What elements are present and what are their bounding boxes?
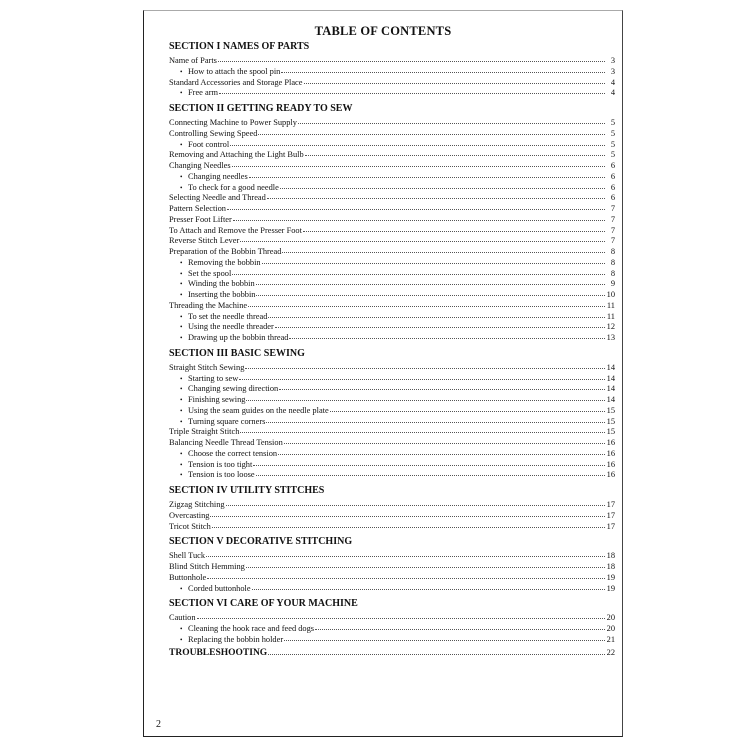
- bullet-icon: •: [180, 406, 183, 415]
- dot-leader: [304, 76, 606, 84]
- entry-page-number: 16: [606, 448, 615, 458]
- entry-page-number: 16: [606, 470, 615, 480]
- entry-label: Changing Needles: [169, 161, 231, 170]
- entry-page-number: 11: [606, 311, 615, 321]
- bullet-icon: •: [180, 374, 183, 383]
- entry-page-number: 5: [610, 139, 615, 149]
- entry-page-number: 18: [606, 562, 615, 571]
- dot-leader: [256, 468, 605, 476]
- dot-leader: [268, 310, 605, 318]
- dot-leader: [245, 361, 605, 369]
- dot-leader: [232, 159, 605, 167]
- bullet-icon: •: [180, 67, 183, 76]
- entry-label: Free arm: [188, 88, 218, 98]
- entry-label: Threading the Machine: [169, 300, 248, 310]
- entry-label: Buttonhole: [169, 572, 207, 582]
- entry-page-number: 5: [610, 150, 615, 160]
- entry-page-number: 13: [606, 333, 615, 342]
- dot-leader: [233, 213, 605, 221]
- entry-page-number: 20: [606, 613, 615, 623]
- entry-page-number: 5: [610, 128, 615, 138]
- entry-page-number: 17: [606, 521, 615, 531]
- entry-page-number: 8: [610, 247, 615, 256]
- dot-leader: [284, 633, 605, 641]
- entry-page-number: 19: [606, 572, 615, 582]
- dot-leader: [330, 404, 605, 412]
- dot-leader: [210, 509, 605, 517]
- dot-leader: [197, 611, 605, 619]
- bullet-icon: •: [180, 417, 183, 426]
- entry-label: Drawing up the bobbin thread: [188, 333, 289, 342]
- entry-page-number: 6: [610, 171, 615, 181]
- bullet-icon: •: [180, 625, 183, 633]
- bullet-icon: •: [180, 323, 183, 332]
- entry-label: Shell Tuck: [169, 551, 206, 561]
- entry-label: To Attach and Remove the Presser Foot: [169, 225, 302, 235]
- entry-page-number: 15: [606, 416, 615, 426]
- page-number: 2: [156, 719, 161, 730]
- toc-subentry: [169, 332, 615, 343]
- dot-leader: [248, 299, 605, 307]
- bullet-icon: •: [180, 396, 183, 404]
- bullet-icon: •: [180, 258, 183, 267]
- entry-label: Tension is too loose: [188, 470, 255, 480]
- entry-page-number: 14: [606, 395, 615, 404]
- bullet-icon: •: [180, 280, 183, 289]
- dot-leader: [298, 116, 605, 124]
- entry-page-number: 17: [606, 510, 615, 520]
- bullet-icon: •: [180, 635, 183, 644]
- page-title: TABLE OF CONTENTS: [314, 24, 452, 38]
- entry-label: Selecting Needle and Thread: [169, 193, 266, 203]
- entry-label: Removing the bobbin: [188, 257, 261, 267]
- bullet-icon: •: [180, 291, 183, 299]
- entry-label: Changing sewing direction: [188, 384, 279, 394]
- entry-label: Finishing sewing: [188, 395, 246, 404]
- bullet-icon: •: [180, 449, 183, 458]
- entry-page-number: 9: [610, 279, 615, 289]
- bullet-icon: •: [180, 172, 183, 181]
- entry-page-number: 16: [606, 459, 615, 469]
- entry-label: Replacing the bobbin holder: [188, 634, 284, 644]
- manual-page: [143, 10, 623, 737]
- entry-label: Changing needles: [188, 171, 248, 181]
- troubleshooting-page-number: 22: [606, 647, 615, 657]
- dot-leader: [305, 148, 605, 156]
- entry-page-number: 3: [610, 66, 615, 76]
- entry-label: Triple Straight Stitch: [169, 427, 240, 437]
- dot-leader: [256, 277, 605, 285]
- table-of-contents: [169, 40, 615, 659]
- dot-leader: [279, 382, 605, 390]
- bullet-icon: •: [180, 385, 183, 394]
- entry-label: Blind Stitch Hemming: [169, 562, 245, 571]
- entry-label: Straight Stitch Sewing: [169, 362, 245, 372]
- entry-page-number: 8: [610, 268, 615, 278]
- dot-leader: [280, 181, 605, 189]
- section-heading: SECTION III BASIC SEWING: [169, 347, 305, 359]
- dot-leader: [249, 170, 605, 178]
- entry-page-number: 14: [606, 373, 615, 383]
- bullet-icon: •: [180, 334, 183, 342]
- entry-page-number: 14: [606, 384, 615, 394]
- dot-leader: [232, 267, 605, 275]
- dot-leader: [256, 288, 605, 296]
- entry-label: Removing and Attaching the Light Bulb: [169, 150, 304, 160]
- dot-leader: [278, 447, 605, 455]
- entry-page-number: 10: [606, 290, 615, 299]
- toc-subentry: [169, 634, 615, 645]
- bullet-icon: •: [180, 183, 183, 192]
- dot-leader: [284, 436, 605, 444]
- dot-leader: [206, 549, 605, 557]
- bullet-icon: •: [180, 312, 183, 321]
- dot-leader: [218, 54, 605, 62]
- entry-label: Controlling Sewing Speed: [169, 128, 258, 138]
- dot-leader: [303, 224, 605, 232]
- entry-label: Connecting Machine to Power Supply: [169, 118, 297, 127]
- entry-label: Presser Foot Lifter: [169, 214, 232, 224]
- entry-label: Starting to sew: [188, 373, 239, 383]
- entry-label: Caution: [169, 613, 196, 623]
- entry-page-number: 21: [606, 634, 615, 644]
- dot-leader: [212, 520, 605, 528]
- entry-page-number: 20: [606, 624, 615, 633]
- entry-page-number: 14: [606, 362, 615, 372]
- entry-page-number: 8: [610, 257, 615, 267]
- entry-label: Winding the bobbin: [188, 279, 255, 289]
- entry-label: To set the needle thread: [188, 311, 268, 321]
- entry-label: Balancing Needle Thread Tension: [169, 438, 283, 447]
- entry-label: Set the spool: [188, 268, 232, 278]
- section-heading: SECTION II GETTING READY TO SEW: [169, 103, 353, 114]
- bullet-icon: •: [180, 89, 183, 98]
- bullet-icon: •: [180, 460, 183, 469]
- entry-page-number: 4: [610, 77, 615, 87]
- troubleshooting-label: TROUBLESHOOTING: [169, 647, 268, 658]
- bullet-icon: •: [180, 471, 183, 480]
- entry-label: Name of Parts: [169, 56, 217, 65]
- bullet-icon: •: [180, 140, 183, 149]
- entry-label: Preparation of the Bobbin Thread: [169, 247, 282, 256]
- dot-leader: [246, 393, 605, 401]
- entry-page-number: 11: [606, 300, 615, 310]
- toc-entry: [169, 521, 615, 532]
- dot-leader: [289, 331, 605, 339]
- entry-label: Inserting the bobbin: [188, 290, 256, 299]
- entry-page-number: 15: [606, 405, 615, 415]
- entry-page-number: 18: [606, 551, 615, 561]
- entry-label: Using the seam guides on the needle plate: [188, 405, 329, 415]
- entry-label: Pattern Selection: [169, 204, 226, 213]
- toc-subentry: [169, 87, 615, 98]
- dot-leader: [275, 320, 605, 328]
- section-heading: SECTION I NAMES OF PARTS: [169, 41, 310, 52]
- dot-leader: [207, 571, 605, 579]
- entry-page-number: 7: [610, 225, 615, 235]
- entry-label: Standard Accessories and Storage Place: [169, 77, 303, 87]
- dot-leader: [258, 127, 605, 135]
- dot-leader: [262, 256, 605, 264]
- entry-page-number: 6: [610, 193, 615, 203]
- dot-leader: [227, 202, 605, 210]
- entry-label: Zigzag Stitching: [169, 500, 225, 509]
- dot-leader: [219, 86, 605, 94]
- entry-page-number: 4: [610, 88, 615, 98]
- bullet-icon: •: [180, 584, 183, 593]
- entry-label: Choose the correct tension: [188, 448, 278, 458]
- dot-leader: [268, 647, 605, 655]
- entry-page-number: 5: [610, 118, 615, 127]
- dot-leader: [230, 138, 605, 146]
- dot-leader: [282, 245, 605, 253]
- entry-page-number: 19: [606, 583, 615, 593]
- dot-leader: [240, 234, 605, 242]
- section-heading: SECTION IV UTILITY STITCHES: [169, 485, 325, 496]
- entry-page-number: 7: [610, 236, 615, 246]
- entry-page-number: 6: [610, 182, 615, 192]
- entry-label: How to attach the spool pin: [188, 66, 281, 76]
- entry-page-number: 7: [610, 204, 615, 213]
- dot-leader: [266, 415, 605, 423]
- dot-leader: [252, 582, 605, 590]
- entry-label: Overcasting: [169, 510, 210, 520]
- entry-label: To check for a good needle: [188, 182, 279, 192]
- dot-leader: [239, 372, 605, 380]
- dot-leader: [226, 498, 605, 506]
- dot-leader: [253, 458, 605, 466]
- dot-leader: [240, 425, 605, 433]
- entry-label: Reverse Stitch Lever: [169, 236, 240, 246]
- entry-page-number: 7: [610, 214, 615, 224]
- section-heading: SECTION VI CARE OF YOUR MACHINE: [169, 598, 358, 610]
- troubleshooting-entry: [169, 647, 615, 659]
- toc-subentry: [169, 469, 615, 480]
- entry-label: Corded buttonhole: [188, 583, 251, 593]
- entry-page-number: 15: [606, 427, 615, 437]
- bullet-icon: •: [180, 269, 183, 278]
- entry-label: Tension is too tight: [188, 459, 253, 469]
- entry-page-number: 12: [606, 322, 615, 332]
- section-heading: SECTION V DECORATIVE STITCHING: [169, 536, 353, 548]
- entry-label: Cleaning the hook race and feed dogs: [188, 624, 315, 633]
- entry-label: Foot control: [188, 139, 230, 149]
- dot-leader: [267, 191, 605, 199]
- entry-page-number: 3: [610, 56, 615, 65]
- toc-subentry: [169, 583, 615, 594]
- entry-label: Tricot Stitch: [169, 521, 211, 531]
- dot-leader: [281, 65, 605, 73]
- dot-leader: [246, 560, 605, 568]
- dot-leader: [315, 622, 605, 630]
- entry-label: Using the needle threader: [188, 322, 274, 332]
- entry-page-number: 6: [610, 161, 615, 170]
- entry-label: Turning square corners: [188, 416, 266, 426]
- entry-page-number: 16: [606, 438, 615, 447]
- entry-page-number: 17: [606, 500, 615, 509]
